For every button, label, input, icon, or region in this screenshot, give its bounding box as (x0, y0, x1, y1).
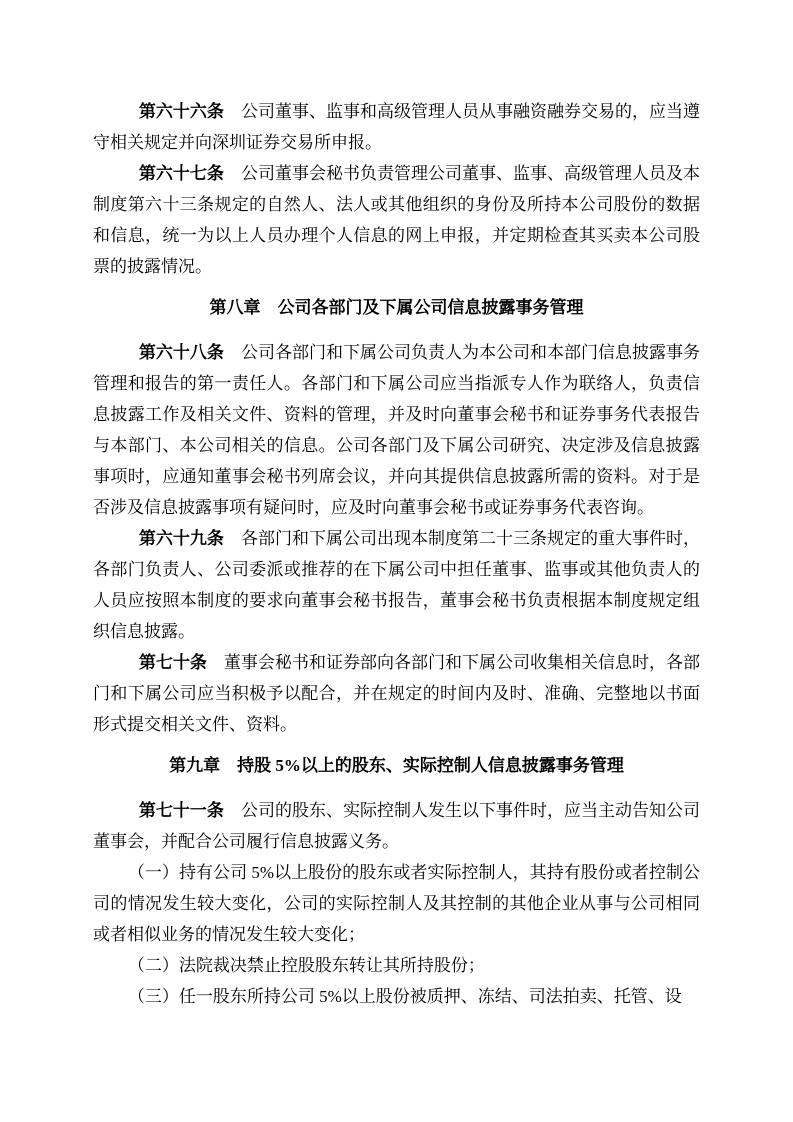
article-text: 公司董事会秘书负责管理公司董事、监事、高级管理人员及本制度第六十三条规定的自然人、法人或其他组织的身份及所持本公司股份的数据和信息，统一为以上人员办理个人信息的网上申报，并定期检查其买卖本公司股票的披露情况。 (93, 164, 701, 276)
numbered-item-paragraph: （二）法院裁决禁止控股股东转让其所持股份； (127, 956, 485, 975)
article-number: 第六十九条 (138, 529, 224, 548)
article-text: 公司的股东、实际控制人发生以下事件时，应当主动告知公司董事会，并配合公司履行信息披露义务。 (93, 801, 701, 851)
article-text: 董事会秘书和证券部向各部门和下属公司收集相关信息时，各部门和下属公司应当积极予以配合，并在规定的时间内及时、准确、完整地以书面形式提交相关文件、资料。 (93, 653, 701, 734)
chapter-heading: 第九章 持股 5%以上的股东、实际控制人信息披露事务管理 (169, 756, 624, 775)
numbered-item-paragraph: （一）持有公司 5%以上股份的股东或者实际控制人，其持有股份或者控制公司的情况发生较大变化，公司的实际控制人及其控制的其他企业从事与公司相同或者相似业务的情况发生较大变化； (93, 863, 700, 944)
article-paragraph (93, 158, 700, 282)
article-paragraph (93, 647, 700, 740)
chapter-heading: 第八章 公司各部门及下属公司信息披露事务管理 (209, 298, 584, 317)
article-paragraph (93, 337, 700, 523)
article-paragraph (93, 523, 700, 647)
article-number: 第六十七条 (138, 164, 224, 183)
article-text: 公司各部门和下属公司负责人为本公司和本部门信息披露事务管理和报告的第一责任人。各部门和下属公司应当指派专人作为联络人，负责信息披露工作及相关文件、资料的管理，并及时向董事会秘书和证券事务代表报告与本部门、本公司相关的信息。公司各部门及下属公司研究、决定涉及信息披露事项时，应通知董事会秘书列席会议，并向其提供信息披露所需的资料。对于是否涉及信息披露事项有疑问时，应及时向董事会秘书或证券事务代表咨询。 (93, 343, 701, 517)
article-text: 各部门和下属公司出现本制度第二十三条规定的重大事件时，各部门负责人、公司委派或推荐的在下属公司中担任董事、监事或其他负责人的人员应按照本制度的要求向董事会秘书报告，董事会秘书负责根据本制度规定组织信息披露。 (93, 529, 701, 641)
article-number: 第七十条 (138, 653, 207, 672)
article-text: 公司董事、监事和高级管理人员从事融资融券交易的，应当遵守相关规定并向深圳证券交易所申报。 (93, 102, 701, 152)
article-number: 第七十一条 (138, 801, 224, 820)
article-number: 第六十六条 (138, 102, 224, 121)
article-number: 第六十八条 (138, 343, 224, 362)
document-content (93, 96, 700, 1012)
numbered-item-paragraph: （三）任一股东所持公司 5%以上股份被质押、冻结、司法拍卖、托管、设 (127, 987, 682, 1006)
article-paragraph (93, 96, 700, 158)
article-paragraph (93, 795, 700, 857)
